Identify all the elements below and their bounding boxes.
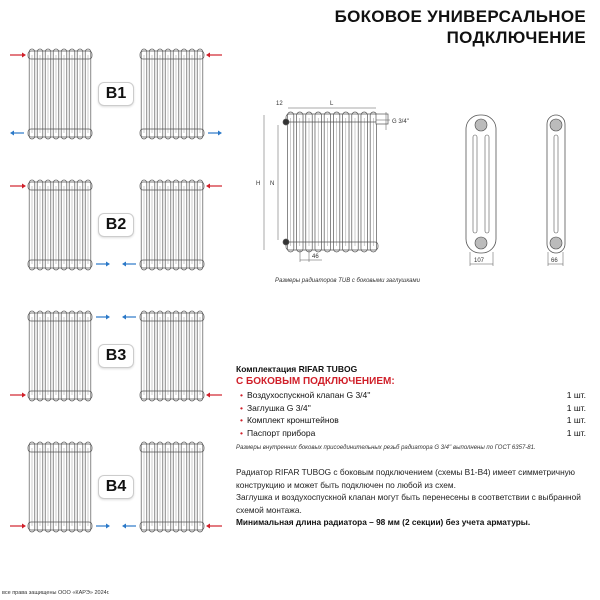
scheme-label: B1 (98, 82, 134, 106)
description-p1: Радиатор RIFAR TUBOG с боковым подключением (схемы B1-B4) имеет симметричную конструкцию и может быть подключен по любой из схем. (236, 467, 576, 490)
scheme-b1 (0, 44, 225, 144)
flow-arrow-icon (206, 524, 222, 529)
page-title: БОКОВОЕ УНИВЕРСАЛЬНОЕ ПОДКЛЮЧЕНИЕ (334, 7, 586, 47)
kit-item-name: Паспорт прибора (246, 427, 316, 438)
drawing-caption: Размеры радиаторов TUB с боковыми заглушками (275, 278, 420, 284)
kit-heading: Комплектация RIFAR TUBOG (236, 364, 358, 374)
flow-arrow-icon (206, 53, 222, 58)
scheme-label: B4 (98, 475, 134, 499)
scheme-label: B2 (98, 213, 134, 237)
thread-label: G 3/4'' (392, 119, 409, 125)
side-view-3-column (466, 115, 496, 253)
scheme-b2 (0, 175, 225, 275)
flow-arrow-icon (96, 262, 110, 267)
flow-arrow-icon (10, 184, 26, 189)
dim-L: L (330, 101, 334, 107)
kit-note: Размеры внутренних боковых присоединительных резьб радиатора G 3/4'' выполнены по ГОСТ 6357-81. (236, 445, 536, 451)
side-view-2-column (547, 115, 565, 253)
kit-item (236, 415, 586, 428)
kit-item-name: Комплект кронштейнов (246, 415, 339, 425)
description (236, 466, 584, 529)
kit-contents (236, 364, 586, 451)
kit-item-name: Заглушка G 3/4'' (246, 402, 311, 413)
kit-subheading: С БОКОВЫМ ПОДКЛЮЧЕНИЕМ: (236, 376, 395, 387)
dim-N: N (270, 181, 275, 187)
bullet-icon: • (240, 427, 243, 438)
flow-arrow-icon (10, 53, 26, 58)
flow-arrow-icon (122, 262, 136, 267)
flow-arrow-icon (10, 131, 24, 136)
kit-item-qty: 1 шт. (566, 415, 586, 425)
flow-arrow-icon (10, 393, 26, 398)
scheme-label: B3 (98, 344, 134, 368)
dimension-drawing (250, 90, 600, 280)
dim-12: 12 (276, 101, 283, 107)
scheme-b3 (0, 306, 225, 406)
flow-arrow-icon (96, 315, 110, 320)
kit-item-qty: 1 шт. (566, 427, 586, 438)
kit-item-qty: 1 шт. (566, 402, 586, 413)
flow-arrow-icon (208, 131, 222, 136)
flow-arrow-icon (96, 524, 110, 529)
kit-item (236, 390, 586, 403)
dim-107: 107 (474, 258, 485, 264)
flow-arrow-icon (122, 524, 136, 529)
copyright: все права защищены ООО «КАРЭ» 2024г. (2, 590, 110, 596)
flow-arrow-icon (122, 315, 136, 320)
dim-66: 66 (551, 258, 558, 264)
kit-item-qty: 1 шт. (566, 390, 586, 400)
description-p3: Минимальная длина радиатора – 98 мм (2 секции) без учета арматуры. (236, 517, 531, 527)
dim-46: 46 (312, 254, 319, 260)
kit-item (236, 428, 586, 441)
bullet-icon: • (240, 415, 243, 425)
kit-item (236, 403, 586, 416)
flow-arrow-icon (10, 524, 26, 529)
bullet-icon: • (240, 402, 243, 413)
scheme-b4 (0, 437, 225, 537)
description-p2: Заглушка и воздухоспускной клапан могут быть перенесены в соответствии с выбранной схемой монтажа. (236, 492, 581, 515)
flow-arrow-icon (206, 393, 222, 398)
flow-arrow-icon (206, 184, 222, 189)
kit-item-name: Воздухоспускной клапан G 3/4'' (246, 390, 371, 400)
dim-H: H (256, 181, 261, 187)
bullet-icon: • (240, 390, 243, 400)
radiator-front-view (283, 112, 388, 252)
